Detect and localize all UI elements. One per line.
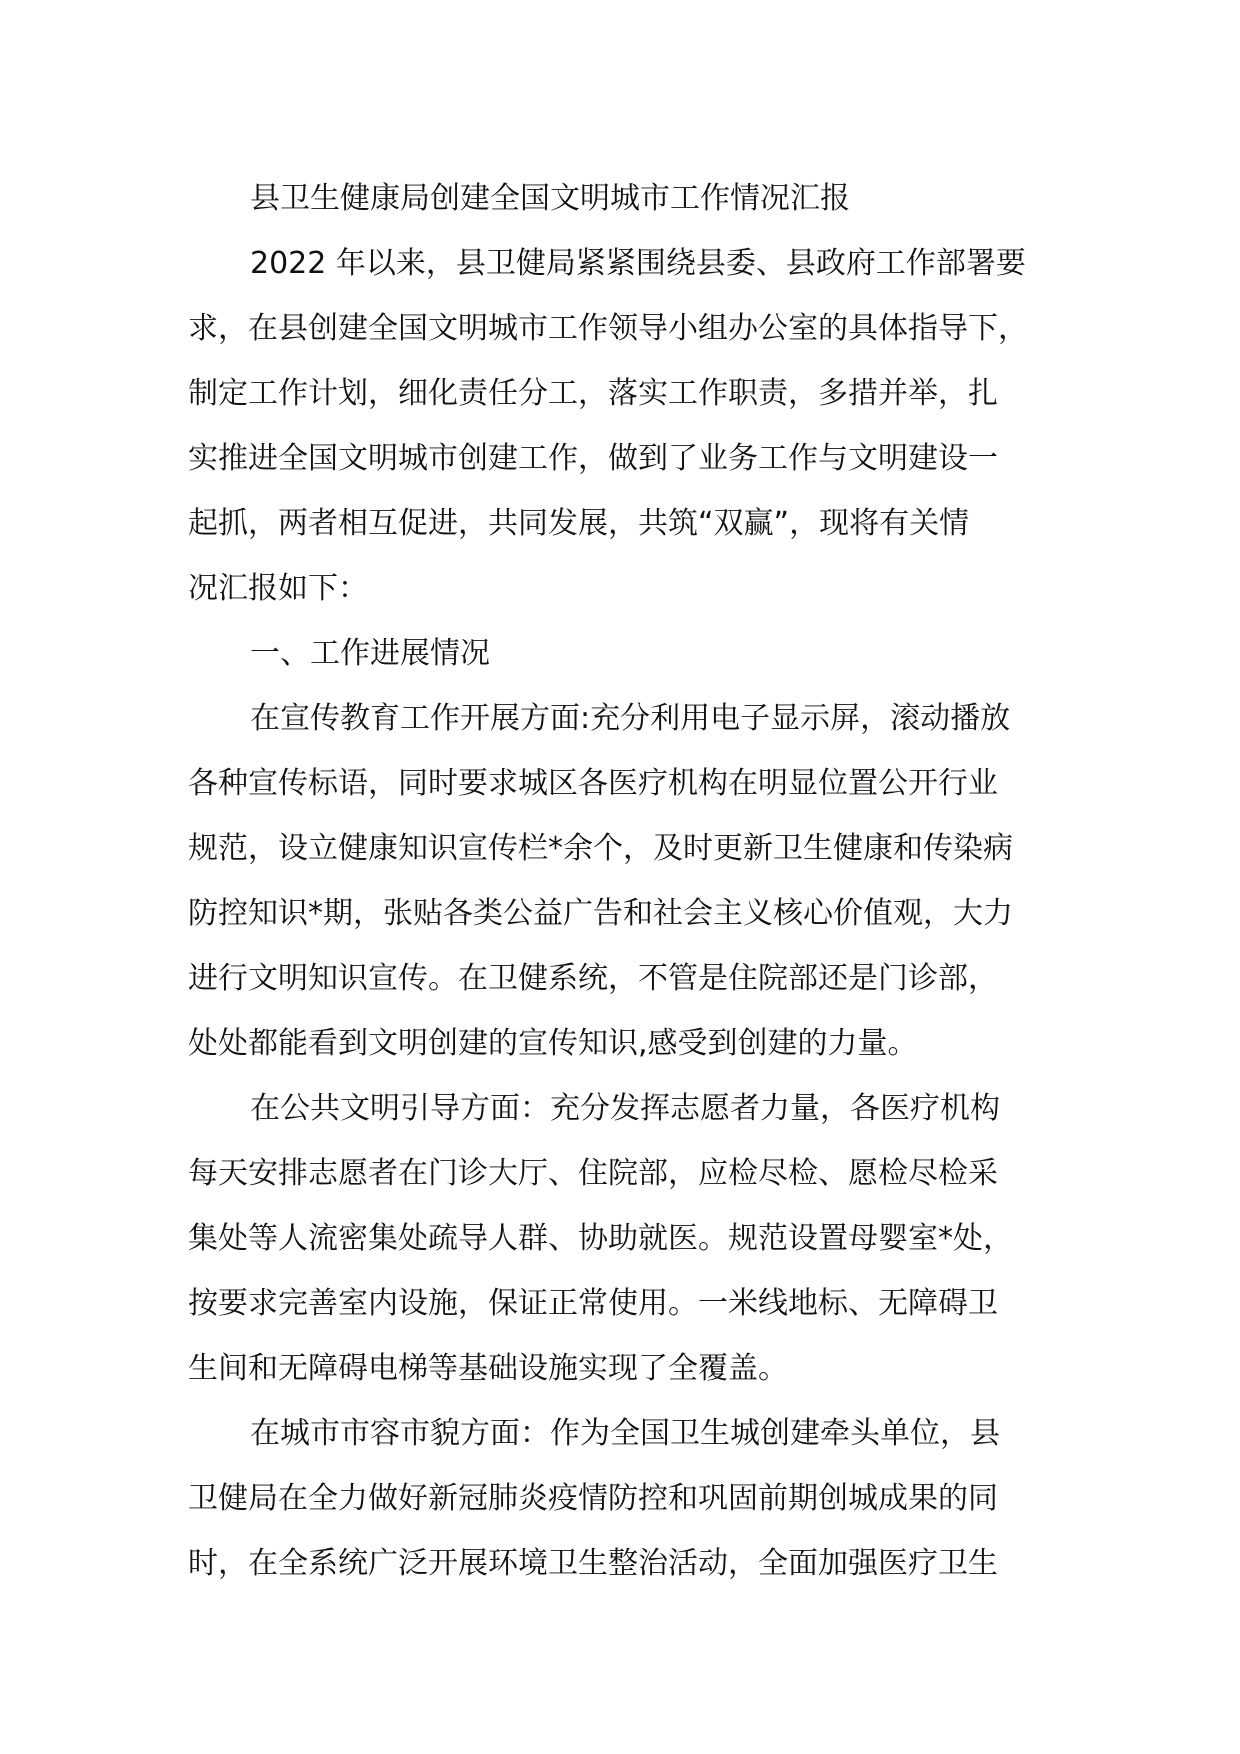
paragraph-city-appearance bbox=[188, 1401, 1058, 1596]
paragraph-line: 生间和无障碍电梯等基础设施实现了全覆盖。 bbox=[188, 1351, 788, 1386]
section-heading: 一、工作进展情况 bbox=[250, 636, 490, 671]
paragraph-line: 进行文明知识宣传。在卫健系统，不管是住院部还是门诊部， bbox=[188, 961, 998, 996]
paragraph-publicity bbox=[188, 686, 1058, 1076]
paragraph-line: 时，在全系统广泛开展环境卫生整治活动，全面加强医疗卫生 bbox=[188, 1546, 998, 1581]
paragraph-line: 制定工作计划，细化责任分工，落实工作职责，多措并举，扎 bbox=[188, 376, 998, 411]
paragraph-line: 防控知识*期，张贴各类公益广告和社会主义核心价值观，大力 bbox=[188, 896, 1013, 931]
paragraph-line: 在城市市容市貌方面：作为全国卫生城创建牵头单位，县 bbox=[250, 1416, 1000, 1451]
paragraph-line: 规范，设立健康知识宣传栏*余个，及时更新卫生健康和传染病 bbox=[188, 831, 1013, 866]
paragraph-line: 2022 年以来，县卫健局紧紧围绕县委、县政府工作部署要 bbox=[250, 246, 1026, 281]
paragraph-line: 起抓，两者相互促进，共同发展，共筑“双赢”，现将有关情 bbox=[188, 506, 970, 541]
paragraph-line: 处处都能看到文明创建的宣传知识,感受到创建的力量。 bbox=[188, 1026, 918, 1061]
paragraph-line: 各种宣传标语，同时要求城区各医疗机构在明显位置公开行业 bbox=[188, 766, 998, 801]
paragraph-line: 实推进全国文明城市创建工作，做到了业务工作与文明建设一 bbox=[188, 441, 998, 476]
paragraph-line: 集处等人流密集处疏导人群、协助就医。规范设置母婴室*处， bbox=[188, 1221, 1013, 1256]
paragraph-intro bbox=[188, 231, 1058, 621]
paragraph-public-guidance bbox=[188, 1076, 1058, 1401]
document-title: 县卫生健康局创建全国文明城市工作情况汇报 bbox=[250, 181, 850, 216]
paragraph-line: 卫健局在全力做好新冠肺炎疫情防控和巩固前期创城成果的同 bbox=[188, 1481, 998, 1516]
paragraph-line: 按要求完善室内设施，保证正常使用。一米线地标、无障碍卫 bbox=[188, 1286, 998, 1321]
paragraph-line: 求，在县创建全国文明城市工作领导小组办公室的具体指导下， bbox=[188, 311, 1028, 346]
paragraph-line: 在公共文明引导方面：充分发挥志愿者力量，各医疗机构 bbox=[250, 1091, 1000, 1126]
paragraph-line: 每天安排志愿者在门诊大厅、住院部，应检尽检、愿检尽检采 bbox=[188, 1156, 998, 1191]
paragraph-line: 在宣传教育工作开展方面:充分利用电子显示屏，滚动播放 bbox=[250, 701, 1011, 736]
document-body bbox=[188, 166, 1058, 1596]
paragraph-line: 况汇报如下： bbox=[188, 571, 368, 606]
